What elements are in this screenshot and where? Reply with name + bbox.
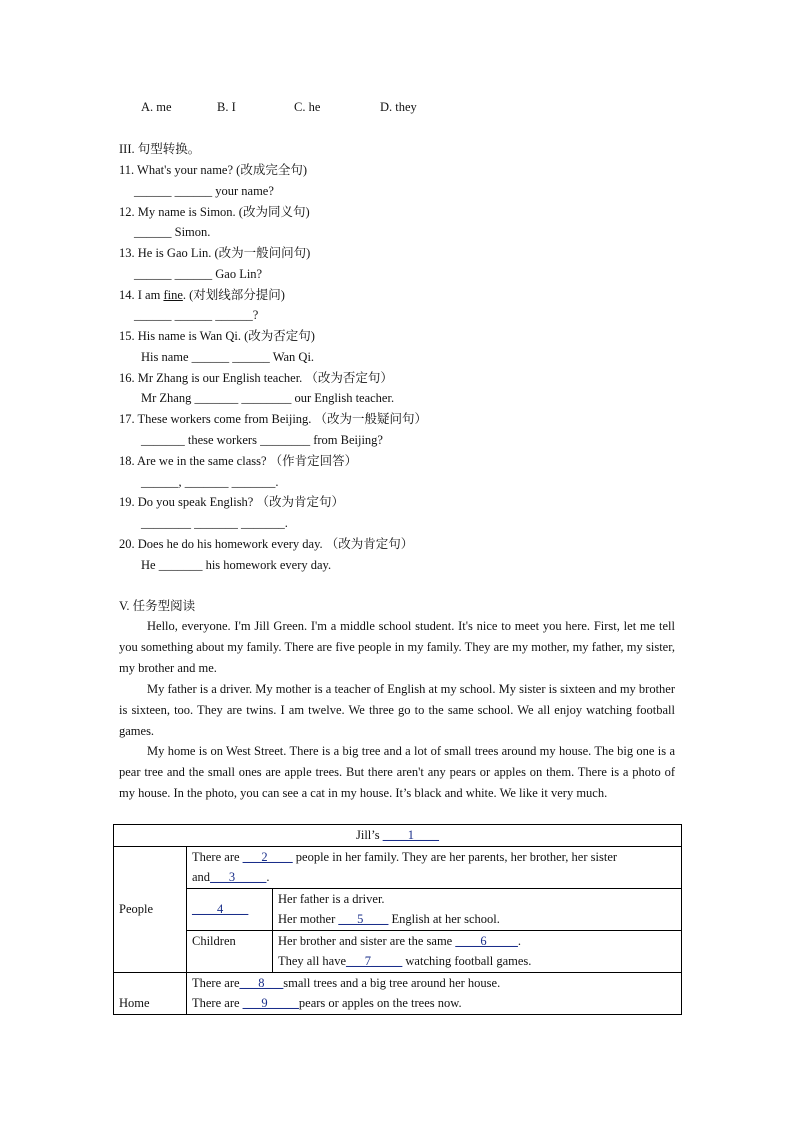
option-d: D. they bbox=[380, 100, 417, 114]
question: 15. His name is Wan Qi. (改为否定句) bbox=[119, 329, 315, 343]
blank-2: ___2____ bbox=[242, 849, 293, 864]
table-row bbox=[114, 930, 682, 972]
blank-6: ____6_____ bbox=[455, 933, 518, 948]
parents-label-cell bbox=[187, 888, 273, 930]
answer-line: ______, _______ _______. bbox=[141, 475, 279, 489]
option-a: A. me bbox=[141, 100, 172, 114]
section-heading: III. 句型转换。 bbox=[119, 142, 201, 156]
blank-1: ____1____ bbox=[382, 828, 439, 842]
blank-7: ___7_____ bbox=[346, 954, 403, 968]
option-b: B. I bbox=[217, 100, 236, 114]
reading-paragraph: Hello, everyone. I'm Jill Green. I'm a middle school student. It's nice to meet you here. First, let me tell you something about my family. There are five people in my family. They are my mother, my father, my sister, my brother and me. bbox=[119, 619, 675, 675]
blank-4: ____4____ bbox=[192, 901, 249, 916]
underlined-word: fine bbox=[163, 288, 183, 302]
question: 12. My name is Simon. (改为同义句) bbox=[119, 205, 310, 219]
blank-9: ___9_____ bbox=[242, 996, 299, 1010]
question-text: . (对划线部分提问) bbox=[182, 288, 285, 302]
question: 19. Do you speak English? （改为肯定句） bbox=[119, 495, 344, 509]
answer-line: ________ _______ _______. bbox=[141, 516, 288, 530]
answer-line: ______ ______ your name? bbox=[134, 184, 274, 198]
people-family-cell: There are ___2____ people in her family. They are her parents, her brother, her sister and___3_____. bbox=[187, 846, 682, 888]
answer-line: His name ______ ______ Wan Qi. bbox=[141, 350, 315, 364]
home-cell: There are___8___small trees and a big tree around her house. There are ___9_____pears or apples on the trees now. bbox=[187, 972, 682, 1014]
home-label: Home bbox=[114, 972, 187, 1014]
people-label: People bbox=[114, 846, 187, 972]
answer-line: Mr Zhang _______ ________ our English teacher. bbox=[141, 391, 395, 405]
question bbox=[119, 287, 285, 303]
question: 13. He is Gao Lin. (改为一般问问句) bbox=[119, 246, 311, 260]
answer-line: _______ these workers ________ from Beijing? bbox=[141, 433, 383, 447]
question: 11. What's your name? (改成完全句) bbox=[119, 163, 307, 177]
parents-cell: Her father is a driver. Her mother ___5____ English at her school. bbox=[273, 888, 682, 930]
table-row bbox=[114, 972, 682, 1014]
question: 16. Mr Zhang is our English teacher. （改为否定句） bbox=[119, 371, 393, 385]
reading-paragraph: My home is on West Street. There is a big tree and a lot of small trees around my house. The big one is a pear tree and the small ones are apple trees. But there aren't any pears or apples on them. There is a photo of my house. In the photo, you can see a cat in my house. It’s black and white. We like it very much. bbox=[119, 744, 675, 800]
answer-line: He _______ his homework every day. bbox=[141, 558, 332, 572]
question-text: 14. I am bbox=[119, 288, 164, 302]
answer-line: ______ ______ ______? bbox=[134, 308, 259, 322]
section-heading: V. 任务型阅读 bbox=[119, 599, 196, 613]
question: 18. Are we in the same class? （作肯定回答） bbox=[119, 454, 358, 468]
option-c: C. he bbox=[294, 100, 321, 114]
reading-paragraph: My father is a driver. My mother is a teacher of English at my school. My sister is sixteen and my brother is sixteen, too. They are twins. I am twelve. We three go to the same school. We all enjoy watching football games. bbox=[119, 682, 676, 738]
table-row bbox=[114, 846, 682, 888]
table-title: Jill’s ____1____ bbox=[114, 825, 682, 847]
answer-line: ______ ______ Gao Lin? bbox=[134, 267, 263, 281]
blank-8: ___8___ bbox=[239, 975, 284, 990]
task-table bbox=[113, 824, 682, 1015]
children-cell: Her brother and sister are the same ____6_____. They all have___7_____ watching football games. bbox=[273, 930, 682, 972]
blank-5: ___5____ bbox=[338, 912, 389, 926]
children-label: Children bbox=[187, 930, 273, 972]
question: 17. These workers come from Beijing. （改为一般疑问句） bbox=[119, 412, 428, 426]
answer-options bbox=[141, 99, 417, 115]
answer-line: ______ Simon. bbox=[134, 225, 211, 239]
table-row bbox=[114, 888, 682, 930]
table-row bbox=[114, 825, 682, 847]
blank-3: ___3_____ bbox=[210, 870, 267, 884]
question: 20. Does he do his homework every day. （改为肯定句） bbox=[119, 537, 414, 551]
